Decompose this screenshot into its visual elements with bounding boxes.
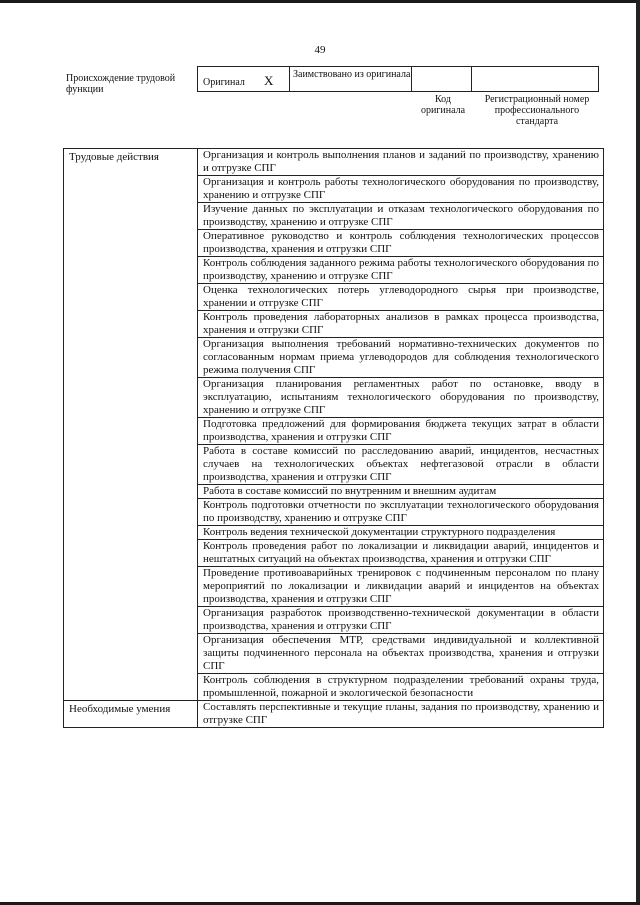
labor-action-item: Подготовка предложений для формирования бюджета текущих затрат в области производства, хранения и отгрузки СПГ	[198, 418, 603, 445]
required-skill-item: Составлять перспективные и текущие планы, задания по производству, хранению и отгрузке СПГ	[203, 701, 599, 726]
registration-cell	[472, 67, 598, 91]
original-label: Оригинал	[203, 77, 245, 88]
labor-function-table	[63, 148, 604, 728]
labor-action-item: Организация и контроль выполнения планов и заданий по производству, хранению и отгрузке СПГ	[198, 149, 603, 176]
borrowed-cell	[290, 67, 412, 91]
page-number: 49	[314, 44, 326, 56]
registration-caption: Регистрационный номер профессионального стандарта	[484, 94, 590, 127]
scan-edge-top	[0, 0, 640, 3]
labor-action-item: Организация выполнения требований нормативно-технических документов по согласованным нормам приема углеводородов для соблюдения технологического режима получения СПГ	[198, 338, 603, 378]
required-skills-list	[198, 701, 604, 728]
original-mark: X	[264, 73, 274, 88]
labor-action-item: Организация и контроль работы технологического оборудования по производству, хранению и отгрузке СПГ	[198, 176, 603, 203]
labor-action-item: Оперативное руководство и контроль соблюдения технологических процессов производства, хранения и отгрузки СПГ	[198, 230, 603, 257]
required-skills-heading-cell	[64, 701, 198, 728]
labor-action-item: Контроль проведения работ по локализации и ликвидации аварий, инцидентов и нештатных ситуаций на объектах производства, хранения и отгрузки СПГ	[198, 540, 603, 567]
labor-action-item: Оценка технологических потерь углеводородного сырья при производстве, хранении и отгрузке СПГ	[198, 284, 603, 311]
code-cell	[412, 67, 472, 91]
labor-actions-heading-cell	[64, 149, 198, 701]
scan-edge-right	[636, 0, 640, 905]
labor-action-item: Контроль ведения технической документации структурного подразделения	[198, 526, 603, 540]
labor-action-item: Изучение данных по эксплуатации и отказам технологического оборудования по производству, хранению и отгрузке СПГ	[198, 203, 603, 230]
labor-actions-list	[198, 149, 604, 701]
required-skills-heading: Необходимые умения	[69, 703, 171, 715]
labor-action-item: Контроль подготовки отчетности по эксплуатации технологического оборудования по производству, хранению и отгрузке СПГ	[198, 499, 603, 526]
labor-action-item: Работа в составе комиссий по внутренним и внешним аудитам	[198, 485, 603, 499]
origin-table	[197, 66, 599, 92]
required-skills-row	[64, 701, 604, 728]
labor-actions-heading: Трудовые действия	[69, 151, 159, 163]
code-caption: Код оригинала	[420, 94, 466, 116]
labor-action-item: Контроль соблюдения заданного режима работы технологического оборудования по производству, хранению и отгрузке СПГ	[198, 257, 603, 284]
labor-action-item: Работа в составе комиссий по расследованию аварий, инцидентов, несчастных случаев на технологических объектах нефтегазовой отрасли в области производства, хранения и отгрузки СПГ	[198, 445, 603, 485]
labor-action-item: Организация разработок производственно-технической документации в области производства, хранения и отгрузки СПГ	[198, 607, 603, 634]
original-cell	[198, 67, 290, 91]
borrowed-label: Заимствовано из оригинала	[293, 69, 411, 80]
labor-action-item: Организация планирования регламентных работ по остановке, вводу в эксплуатацию, испытаниям технологического оборудования по производству, хранению и отгрузке СПГ	[198, 378, 603, 418]
labor-action-item: Организация обеспечения МТР, средствами индивидуальной и коллективной защиты подчиненного персонала на объектах производства, хранения и отгрузки СПГ	[198, 634, 603, 674]
labor-actions-row	[64, 149, 604, 701]
labor-action-item: Контроль проведения лабораторных анализов в рамках процесса производства, хранения и отгрузки СПГ	[198, 311, 603, 338]
origin-label: Происхождение трудовой функции	[66, 73, 176, 95]
labor-action-item: Контроль соблюдения в структурном подразделении требований охраны труда, промышленной, пожарной и экологической безопасности	[203, 674, 599, 699]
labor-action-item: Проведение противоаварийных тренировок с подчиненным персоналом по плану мероприятий по локализации и ликвидации аварий и инцидентов на объектах производства, хранения и отгрузки СПГ	[198, 567, 603, 607]
